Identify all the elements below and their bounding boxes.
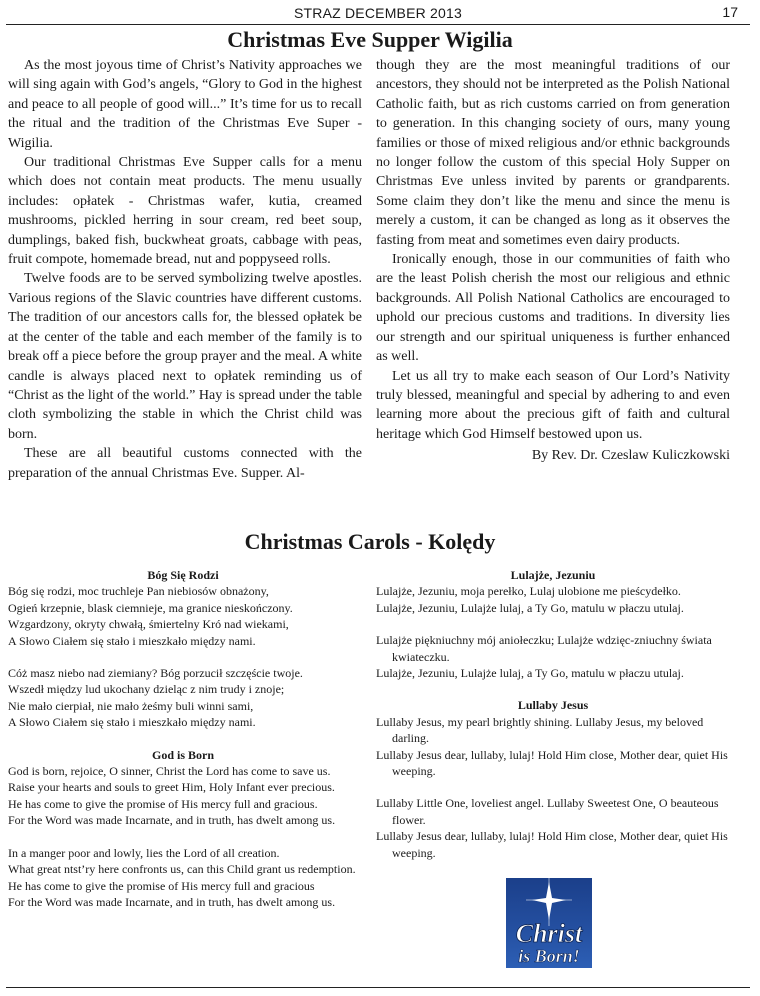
article-paragraph: Let us all try to make each season of Our Lord’s Nativity truly blessed, meaningful and special by adhering to and even learning more about the precious gift of faith and cultural heritage which God Himself bestowed upon us. (376, 368, 730, 442)
carol-line: Ogień krzepnie, blask ciemnieje, ma granice nieskończony. (8, 600, 293, 615)
article-paragraph: Ironically enough, those in our communities of faith who are the least Polish cherish the most our religious and ethnic backgrounds. All Polish National Catholics are encouraged to uphold our precious customs and traditions. In diversity lies our strength and our spiritual uniqueness is further enhanced as well. (376, 252, 730, 365)
carol-line: Nie mało cierpiał, nie mało żeśmy buli winni sami, (8, 698, 254, 713)
carol-line: He has come to give the promise of His mercy full and gracious (8, 878, 315, 893)
logo-word-is-born: is Born! (518, 946, 580, 966)
carol-line: Lullaby Jesus dear, lullaby, lulaj! Hold Him close, Mother dear, quiet His weeping. (376, 747, 728, 779)
carols-column-right (376, 567, 730, 861)
article-paragraph: These are all beautiful customs connected with the preparation of the annual Christmas Eve. Supper. Al- (8, 446, 362, 481)
carols-column-left (8, 567, 358, 910)
publication-title: STRAZ DECEMBER 2013 (294, 5, 462, 21)
carol-line: Lulajże pięknіuchny mój aniołeczku; Lulajże wdzięc-zniuchny świata kwiateczku. (376, 633, 712, 664)
christ-is-born-art (506, 878, 592, 968)
carol-title-lullaby-jesus: Lullaby Jesus (517, 698, 589, 713)
carol-line: A Słowo Ciałem się stało i mieszkało między nami. (8, 715, 256, 730)
carol-line: Wzgardzony, okryty chwałą, śmiertelny Kró nad wiekami, (8, 617, 289, 632)
page-number: 17 (722, 4, 738, 20)
logo-word-christ: Christ (515, 919, 583, 948)
carol-line: A Słowo Ciałem się stało i mieszkało między nami. (8, 633, 256, 648)
carol-line: Lulajże, Jezuniu, Lulajże lulaj, a Ty Go, matulu w płaczu utulaj. (376, 666, 684, 681)
running-header (6, 4, 750, 25)
article-paragraph: As the most joyous time of Christ’s Nativity approaches we will sing again with God’s angels, “Glory to God in the highest and peace to all people of good will...” It’s time for us to recall the ritual and the tradition of the Christmas Eve Super - Wigilia. (8, 58, 362, 151)
carol-line: Cóż masz niebo nad ziemiany? Bóg porzucił szczęście twoje. (8, 666, 303, 681)
carol-line: Raise your hearts and souls to greet Him, Holy Infant ever precious. (8, 780, 335, 795)
carol-line: Lullaby Jesus, my pearl brightly shining. Lullaby Jesus, my beloved darling. (376, 714, 704, 746)
article-paragraph: though they are the most meaningful traditions of our ancestors, they should not be interpreted as the Polish National Catholic faith, but as rich customs carried on from generation to generation. In this changing society of ours, many young families or those of mixed religious and/or ethnic backgrounds no longer follow the custom of this special Holy Supper on Christmas Eve unless invited by parents or grandparents. Some claim they don’t like the menu and since the menu is merely a custom, it can be changed as long as it observes the fasting from meat and sometimes even dairy products. (376, 58, 730, 248)
article-paragraph: Twelve foods are to be served symbolizing twelve apostles. Various regions of the Slavic countries have different customs. The tradition of our ancestors calls for, the blessed opłatek be at the center of the table and each member of the family is to break off a piece before the group prayer and the meal. A white candle is always placed next to opłatek reminding us of “Christ as the light of the world.” Hay is spread under the table cloth symbolizing the stable in which the Christ child was born. (8, 271, 362, 442)
carol-title-lulajze: Lulajże, Jezuniu (510, 568, 596, 582)
carol-title-god-is-born: God is Born (151, 747, 214, 762)
carols-title: Christmas Carols - Kolędy (244, 529, 496, 554)
carol-line: For the Word was made Incarnate, and in truth, has dwelt among us. (8, 894, 336, 909)
carol-line: Lulajże, Jezuniu, Lulajże lulaj, a Ty Go, matulu w płaczu utulaj. (376, 600, 684, 615)
carol-line: For the Word was made Incarnate, and in truth, has dwelt among us. (8, 813, 336, 828)
article-column-left (8, 56, 362, 483)
carol-line: In a manger poor and lowly, lies the Lord of all creation. (8, 845, 280, 860)
article-title: Christmas Eve Supper Wigilia (227, 27, 513, 52)
article-byline: By Rev. Dr. Czeslaw Kuliczkowski (531, 448, 730, 464)
carol-title-bog-sie-rodzi: Bóg Się Rodzi (147, 568, 219, 582)
carol-line: Lulajże, Jezuniu, moja perełko, Lulaj ulobione me pieścydełko. (376, 584, 681, 599)
footer-rule (6, 987, 750, 988)
carol-line: Lullaby Jesus dear, lullaby, lulaj! Hold Him close, Mother dear, quiet His weeping. (376, 829, 728, 860)
christ-is-born-logo (506, 878, 592, 968)
carol-line: Bóg się rodzi, moc truchleje Pan niebiosów obnażony, (8, 584, 269, 599)
carol-line: Lullaby Little One, loveliest angel. Lullaby Sweetest One, O beauteous flower. (376, 796, 719, 827)
carol-line: What great ntst’ry here confronts us, can this Child grant us redemption. (8, 862, 356, 877)
carol-line: He has come to give the promise of His mercy full and gracious. (8, 796, 318, 811)
article-paragraph: Our traditional Christmas Eve Supper calls for a menu which does not contain meat products. The menu usually includes: opłatek - Christmas wafer, kutia, creamed mushrooms, pickled herring in sour cream, red beet soup, dumplings, baked fish, buckwheat groats, cabbage with peas, fruit compote, homemade bread, nut and poppyseed rolls. (8, 155, 362, 268)
carol-line: Wszedł między lud ukochany dzieląc z nim trudy i znoje; (8, 682, 285, 697)
article-column-right (376, 56, 730, 466)
carol-line: God is born, rejoice, O sinner, Christ the Lord has come to save us. (8, 764, 331, 779)
